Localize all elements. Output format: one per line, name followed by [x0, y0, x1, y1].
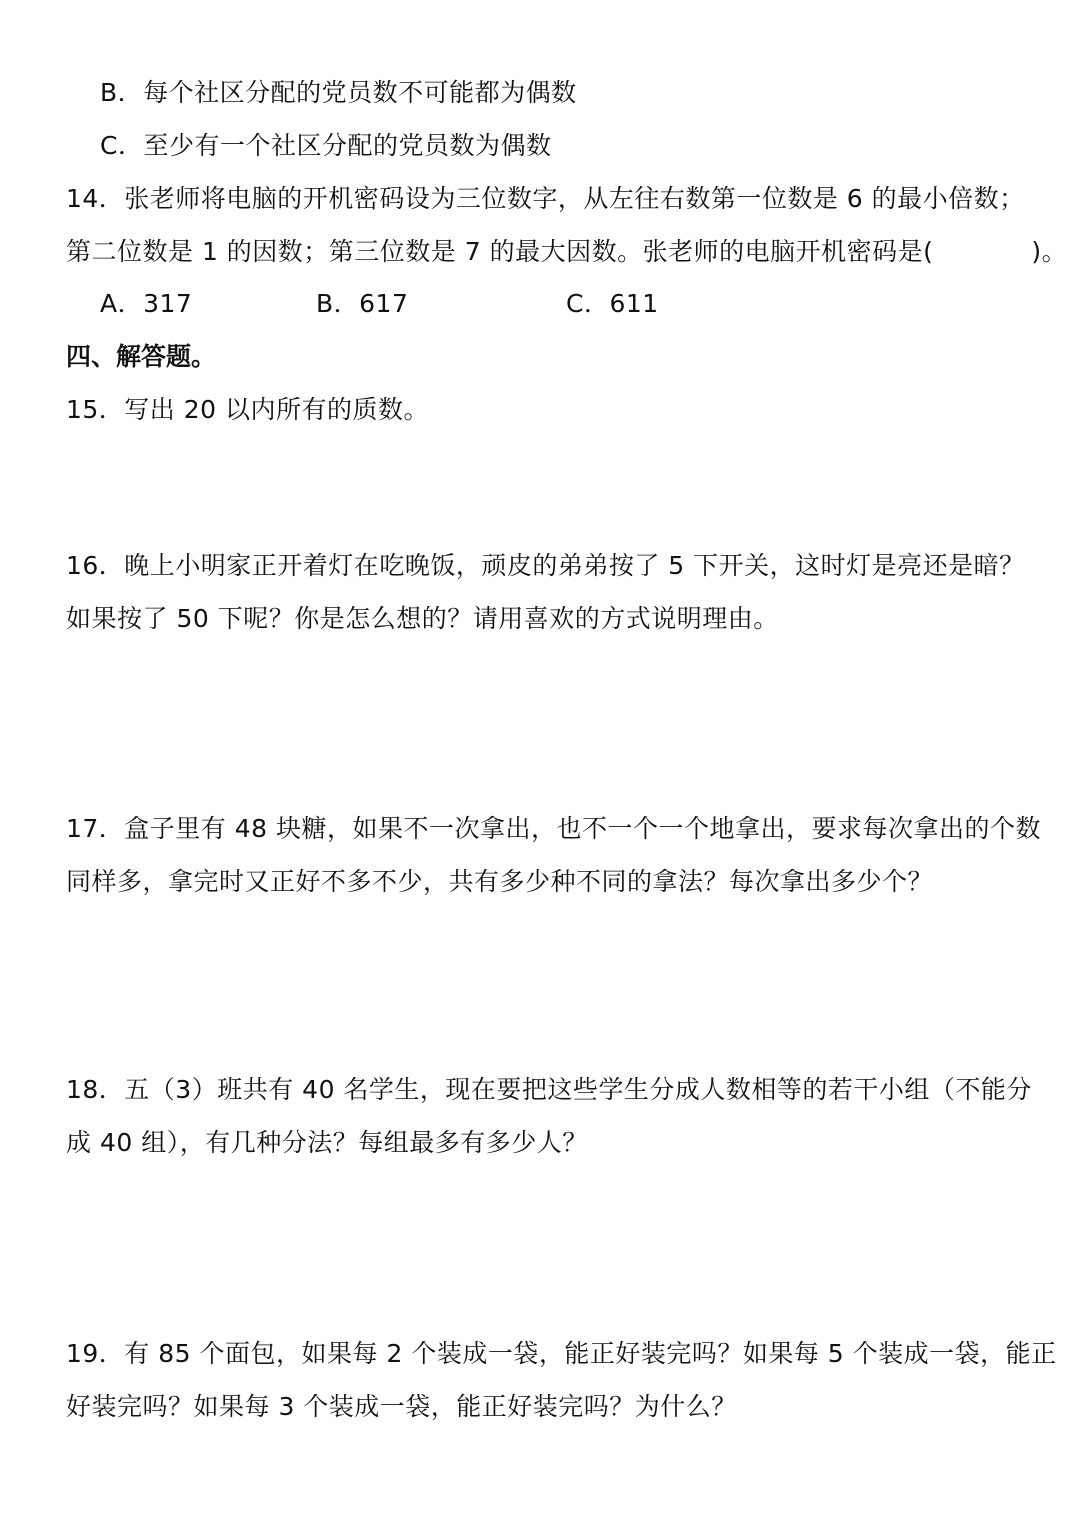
q14-line-2-end: )。 — [1031, 237, 1068, 266]
q16-line-1: 16．晚上小明家正开着灯在吃晚饭，顽皮的弟弟按了 5 下开关，这时灯是亮还是暗？ — [66, 551, 1025, 580]
q13-option-c: C．至少有一个社区分配的党员数为偶数 — [100, 131, 552, 160]
q14-line-2 — [66, 235, 1067, 269]
q18-line-1: 18．五（3）班共有 40 名学生，现在要把这些学生分成人数相等的若干小组（不能分 — [66, 1075, 1032, 1104]
q19-line-2: 好装完吗？如果每 3 个装成一袋，能正好装完吗？为什么？ — [66, 1392, 737, 1421]
q14-line-2-text: 第二位数是 1 的因数；第三位数是 7 的最大因数。张老师的电脑开机密码是( — [66, 237, 934, 266]
q18-line-2: 成 40 组），有几种分法？每组最多有多少人？ — [66, 1128, 588, 1157]
q14-line-1: 14．张老师将电脑的开机密码设为三位数字，从左往右数第一位数是 6 的最小倍数； — [66, 184, 1025, 213]
q13-option-b: B．每个社区分配的党员数不可能都为偶数 — [100, 78, 577, 107]
q16-line-2: 如果按了 50 下呢？你是怎么想的？请用喜欢的方式说明理由。 — [66, 604, 779, 633]
q15-line-1: 15．写出 20 以内所有的质数。 — [66, 395, 430, 424]
section-heading: 四、解答题。 — [66, 342, 217, 371]
q14-option-c: C．611 — [566, 289, 659, 318]
q17-line-2: 同样多，拿完时又正好不多不少，共有多少种不同的拿法？每次拿出多少个？ — [66, 867, 934, 896]
q14-option-b: B．617 — [316, 289, 409, 318]
q14-option-a: A．317 — [100, 289, 193, 318]
q17-line-1: 17．盒子里有 48 块糖，如果不一次拿出，也不一个一个地拿出，要求每次拿出的个数 — [66, 814, 1042, 843]
q19-line-1: 19．有 85 个面包，如果每 2 个装成一袋，能正好装完吗？如果每 5 个装成一袋，能正 — [66, 1339, 1057, 1368]
